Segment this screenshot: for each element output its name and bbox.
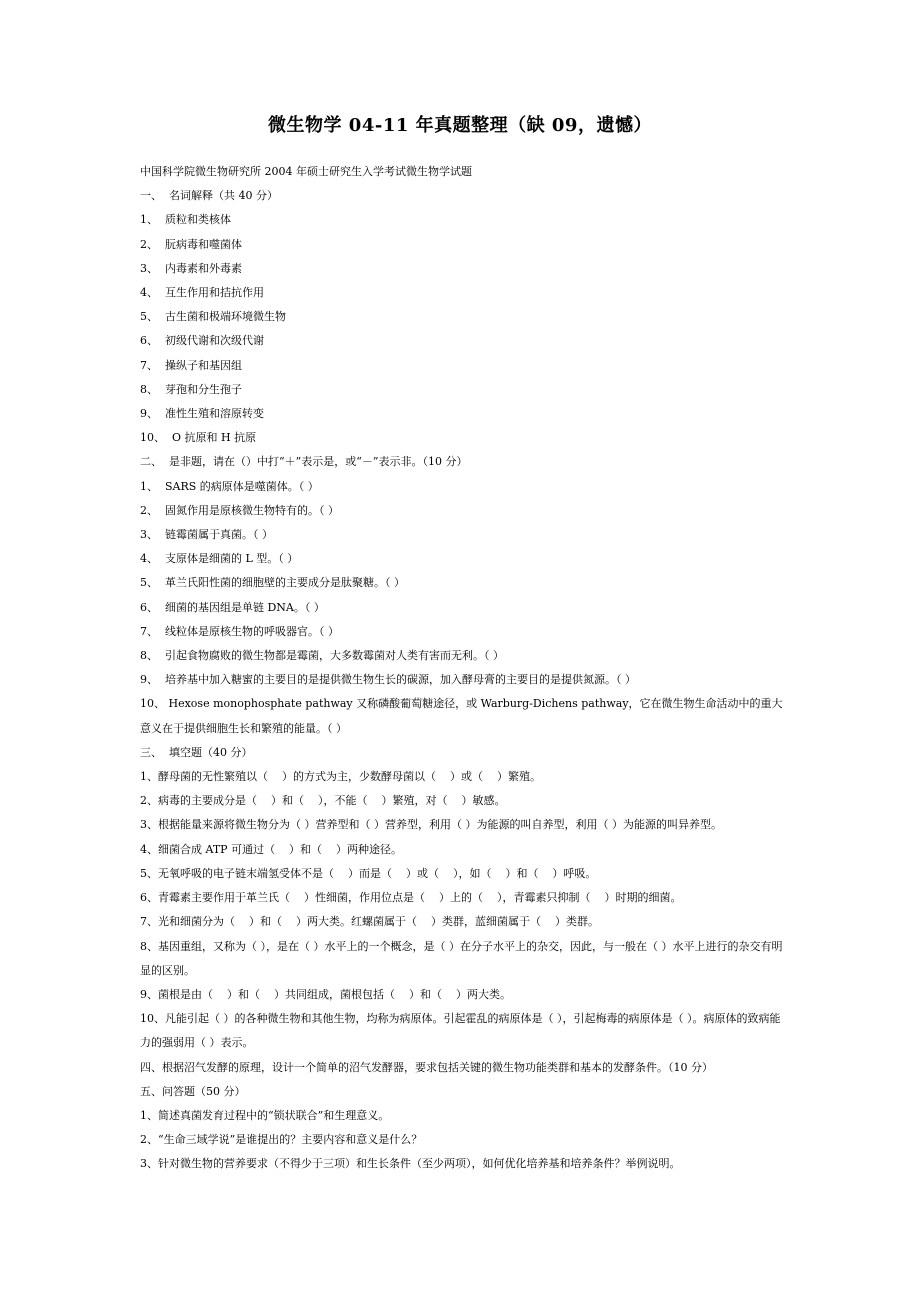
section-heading: 四、根据沼气发酵的原理，设计一个简单的沼气发酵器，要求包括关键的微生物功能类群和基本的发酵条件。（10 分） — [140, 1060, 713, 1074]
question-item: 10、凡能引起（ ）的各种微生物和其他生物，均称为病原体。引起霍乱的病原体是（ ），引起梅毒的病原体是（ ）。病原体的致病能力的强弱用（ ）表示。 — [140, 1012, 781, 1050]
question-item: 2、“生命三域学说”是谁提出的？主要内容和意义是什么？ — [140, 1133, 423, 1147]
question-item: 9、菌根是由（ ）和（ ）共同组成，菌根包括（ ）和（ ）两大类。 — [140, 987, 511, 1001]
section-heading: 五、问答题（50 分） — [140, 1084, 246, 1098]
question-item: 8、基因重组，又称为（ ），是在（ ）水平上的一个概念，是（ ）在分子水平上的杂交，因此，与一般在（ ）水平上进行的杂交有明显的区别。 — [140, 939, 783, 977]
exam-heading: 中国科学院微生物研究所 2004 年硕士研究生入学考试微生物学试题 — [140, 165, 472, 178]
question-item: 5、 革兰氏阳性菌的细胞壁的主要成分是肽聚糖。（ ） — [140, 576, 405, 590]
question-item: 6、青霉素主要作用于革兰氏（ ）性细菌，作用位点是（ ）上的（ ），青霉素只抑制（ ）时期的细菌。 — [140, 891, 682, 905]
question-item: 7、 线粒体是原核生物的呼吸器官。（ ） — [140, 624, 339, 638]
question-item: 1、 SARS 的病原体是噬菌体。（ ） — [140, 479, 319, 493]
question-item: 2、 固氮作用是原核微生物特有的。（ ） — [140, 503, 339, 517]
question-item: 10、 Hexose monophosphate pathway 又称磷酸葡萄糖途径，或 Warburg-Dichens pathway，它在微生物生命活动中的重大意义在于提供细胞生长和繁殖的能量。（ ） — [140, 697, 783, 735]
question-item: 10、 O 抗原和 H 抗原 — [140, 431, 257, 445]
question-item: 3、 内毒素和外毒素 — [140, 261, 242, 275]
question-item: 9、 准性生殖和溶原转变 — [140, 407, 264, 421]
question-item: 6、 初级代谢和次级代谢 — [140, 334, 264, 348]
question-item: 4、细菌合成 ATP 可通过（ ）和（ ）两种途径。 — [140, 842, 403, 856]
section-heading: 一、 名词解释（共 40 分） — [140, 189, 278, 203]
question-item: 7、 操纵子和基因组 — [140, 358, 242, 372]
question-item: 1、简述真菌发育过程中的“锁状联合”和生理意义。 — [140, 1108, 390, 1122]
question-item: 5、无氧呼吸的电子链末端氢受体不是（ ）而是（ ）或（ ），如（ ）和（ ）呼吸。 — [140, 866, 597, 880]
question-item: 3、 链霉菌属于真菌。（ ） — [140, 528, 273, 542]
question-item: 8、 引起食物腐败的微生物都是霉菌，大多数霉菌对人类有害而无利。（ ） — [140, 649, 504, 663]
question-item: 1、 质粒和类核体 — [140, 213, 231, 227]
question-item: 2、 朊病毒和噬菌体 — [140, 237, 242, 251]
question-item: 1、酵母菌的无性繁殖以（ ）的方式为主，少数酵母菌以（ ）或（ ）繁殖。 — [140, 770, 541, 784]
question-item: 7、光和细菌分为（ ）和（ ）两大类。红螺菌属于（ ）类群，蓝细菌属于（ ）类群。 — [140, 915, 599, 929]
document-title: 微生物学 04-11 年真题整理（缺 09，遗憾） — [268, 115, 652, 136]
document-body — [140, 160, 788, 1177]
question-item: 4、 互生作用和拮抗作用 — [140, 286, 264, 300]
section-heading: 二、 是非题，请在（）中打“＋”表示是，或“－”表示非。（10 分） — [140, 455, 468, 469]
question-item: 4、 支原体是细菌的 L 型。（ ） — [140, 552, 299, 566]
question-item: 3、针对微生物的营养要求（不得少于三项）和生长条件（至少两项），如何优化培养基和培养条件？举例说明。 — [140, 1157, 681, 1171]
question-item: 5、 古生菌和极端环境微生物 — [140, 310, 286, 324]
question-item: 9、 培养基中加入糖蜜的主要目的是提供微生物生长的碳源，加入酵母膏的主要目的是提供氮源。（ ） — [140, 673, 636, 687]
question-item: 2、病毒的主要成分是（ ）和（ ），不能（ ）繁殖，对（ ）敏感。 — [140, 794, 506, 808]
question-item: 6、 细菌的基因组是单链 DNA。（ ） — [140, 600, 325, 614]
section-heading: 三、 填空题（40 分） — [140, 745, 253, 759]
question-item: 3、根据能量来源将微生物分为（ ）营养型和（ ）营养型，利用（ ）为能源的叫自养型，利用（ ）为能源的叫异养型。 — [140, 818, 722, 832]
question-item: 8、 芽孢和分生孢子 — [140, 382, 242, 396]
